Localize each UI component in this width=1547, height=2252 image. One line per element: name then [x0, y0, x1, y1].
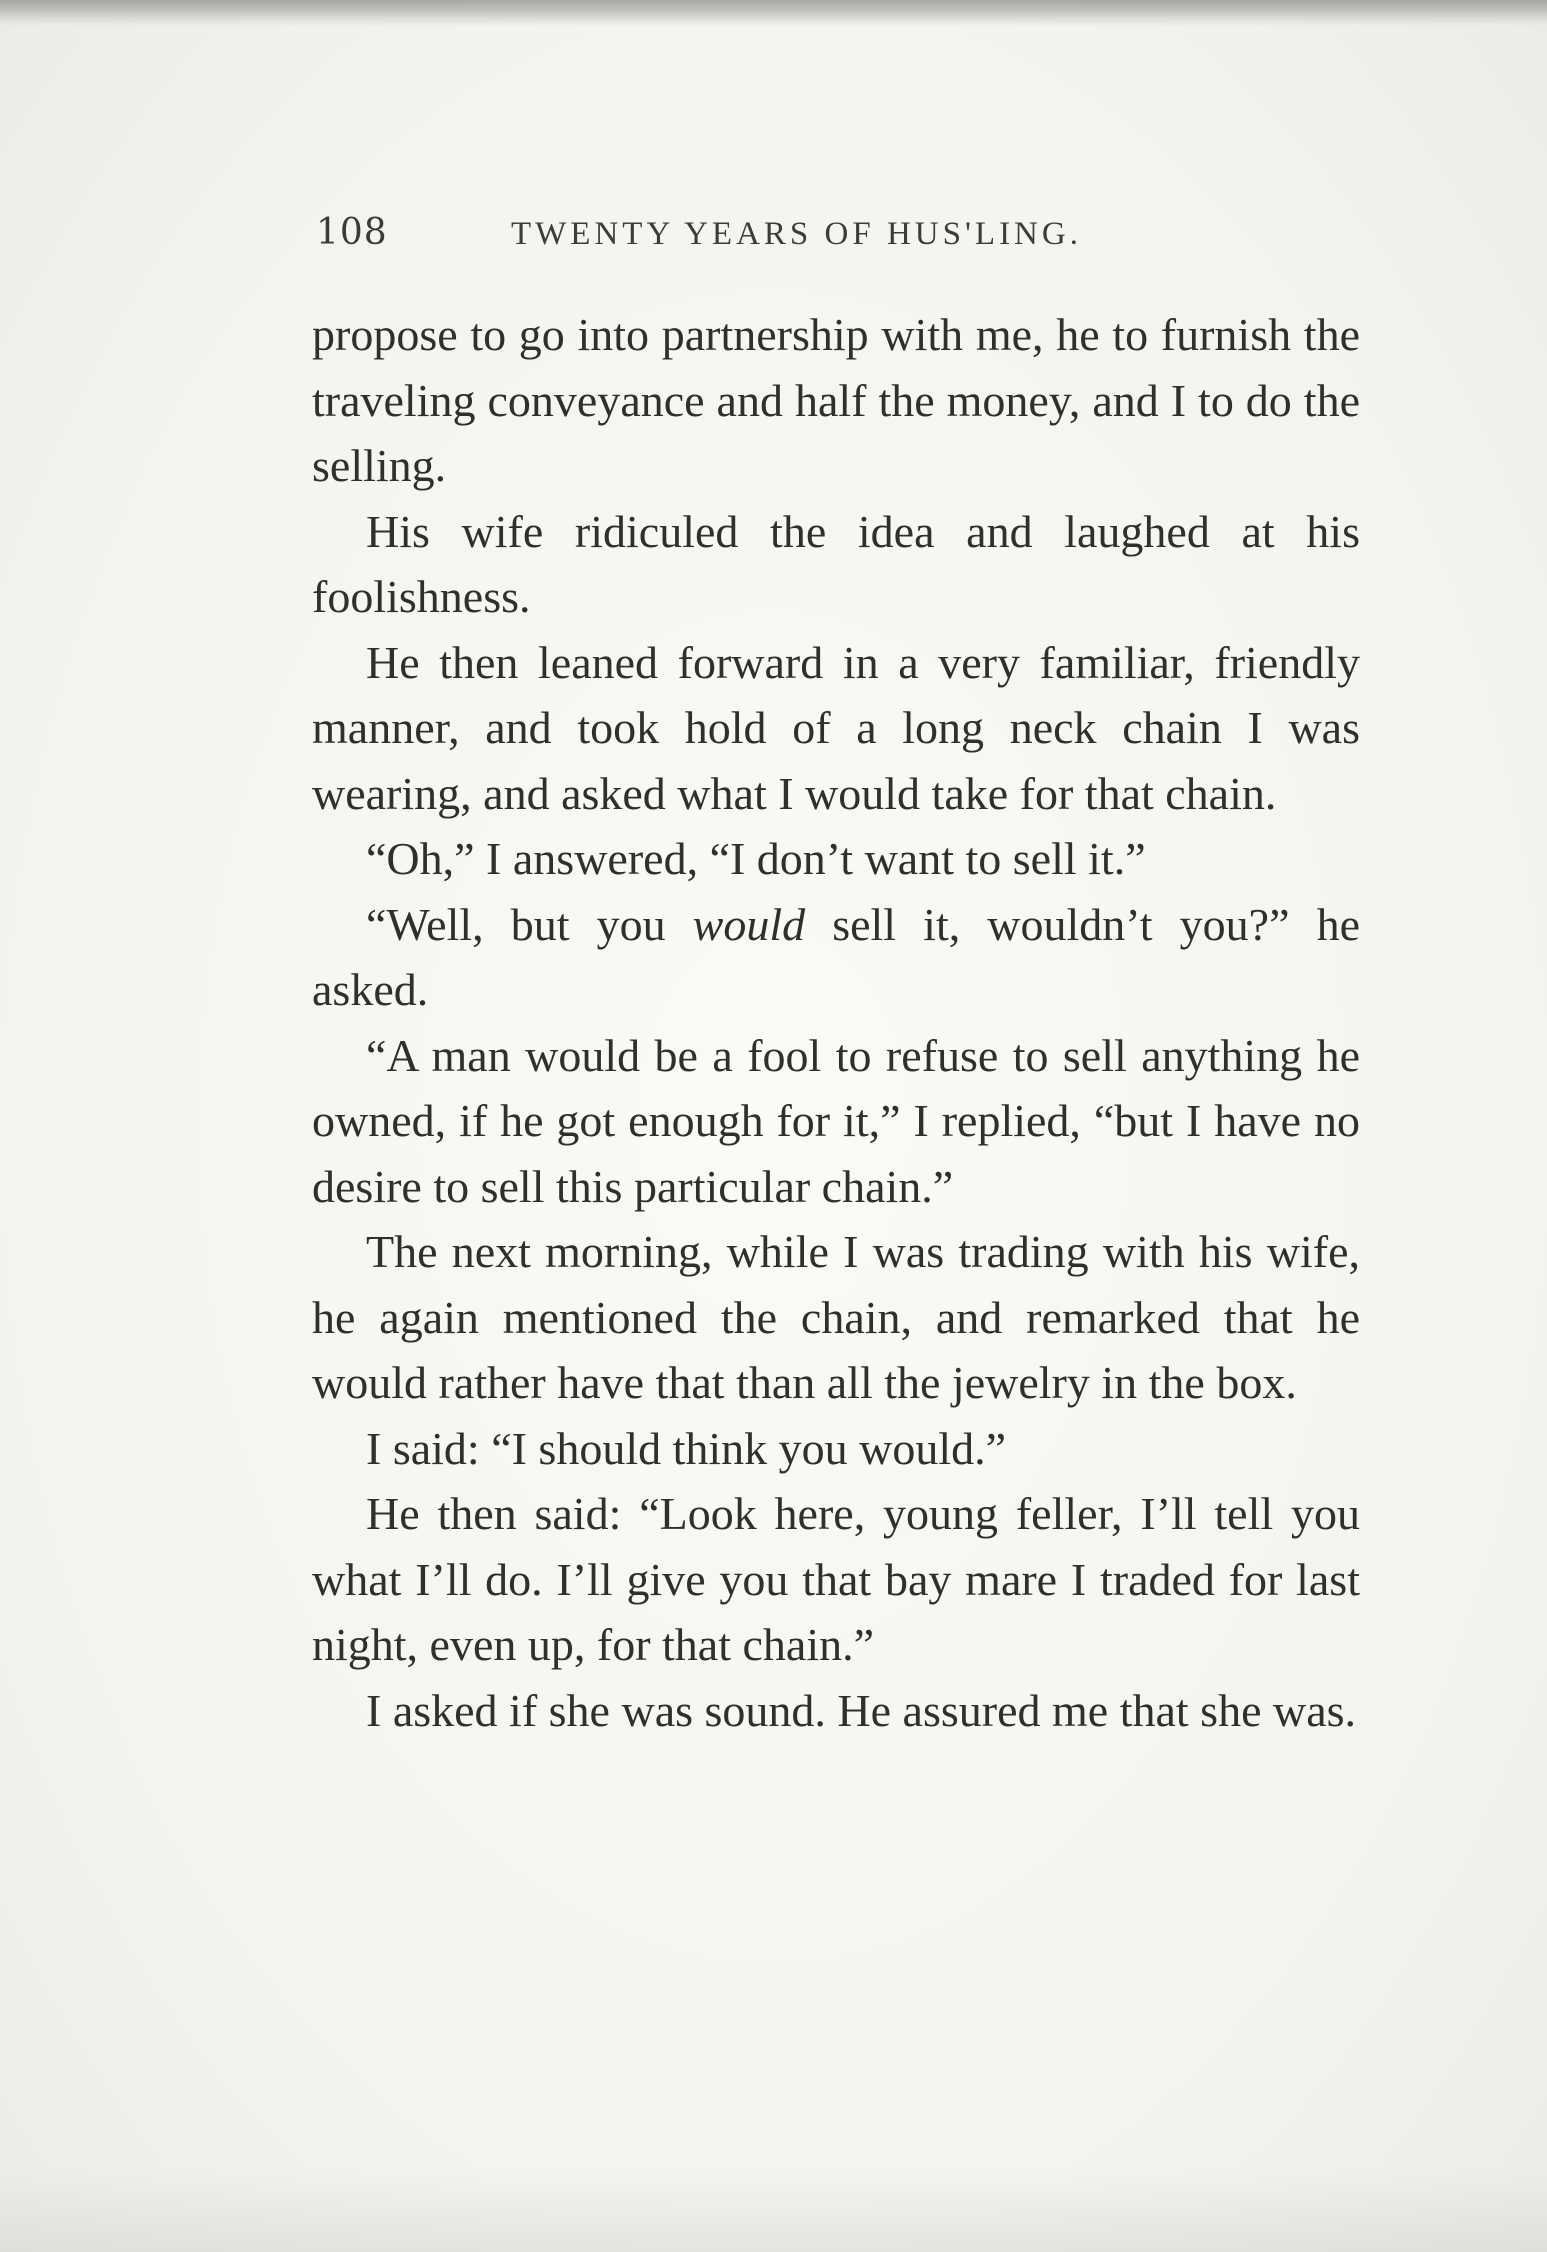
body-text [312, 302, 1360, 1743]
emphasized-word: would [692, 898, 806, 950]
paragraph-text: “Well, but you [366, 898, 693, 950]
scan-bottom-edge [0, 2172, 1547, 2252]
paragraph: He then said: “Look here, young feller, I’ll tell you what I’ll do. I’ll give you that bay mare I traded for last night, even up, for that chain.” [312, 1488, 1360, 1670]
scan-top-edge [0, 0, 1547, 26]
paragraph: “Oh,” I answered, “I don’t want to sell it.” [366, 833, 1146, 884]
paragraph [312, 892, 1360, 1023]
running-title: TWENTY YEARS OF HUS'LING. [511, 216, 1082, 252]
paragraph: I asked if she was sound. He assured me that she was. [366, 1684, 1357, 1736]
paragraph: His wife ridiculed the idea and laughed at his foolishness. [312, 505, 1360, 622]
paragraph-text: sell it, wouldn’t you?” he asked. [312, 898, 1360, 1015]
paragraph: “A man would be a fool to refuse to sell anything he owned, if he got enough for it,” I replied, “but I have no desire to sell this particular chain.” [312, 1029, 1360, 1212]
paragraph: He then leaned forward in a very familiar, friendly manner, and took hold of a long neck chain I was wearing, and asked what I would take for that chain. [312, 636, 1360, 819]
paragraph: The next morning, while I was trading with his wife, he again mentioned the chain, and remarked that he would rather have that than all the jewelry in the box. [312, 1226, 1360, 1408]
paragraph: propose to go into partnership with me, he to furnish the traveling conveyance and half the money, and I to do the selling. [312, 309, 1360, 491]
page-header [316, 212, 1366, 262]
page-number: 108 [316, 212, 388, 253]
paragraph: I said: “I should think you would.” [366, 1422, 1007, 1474]
